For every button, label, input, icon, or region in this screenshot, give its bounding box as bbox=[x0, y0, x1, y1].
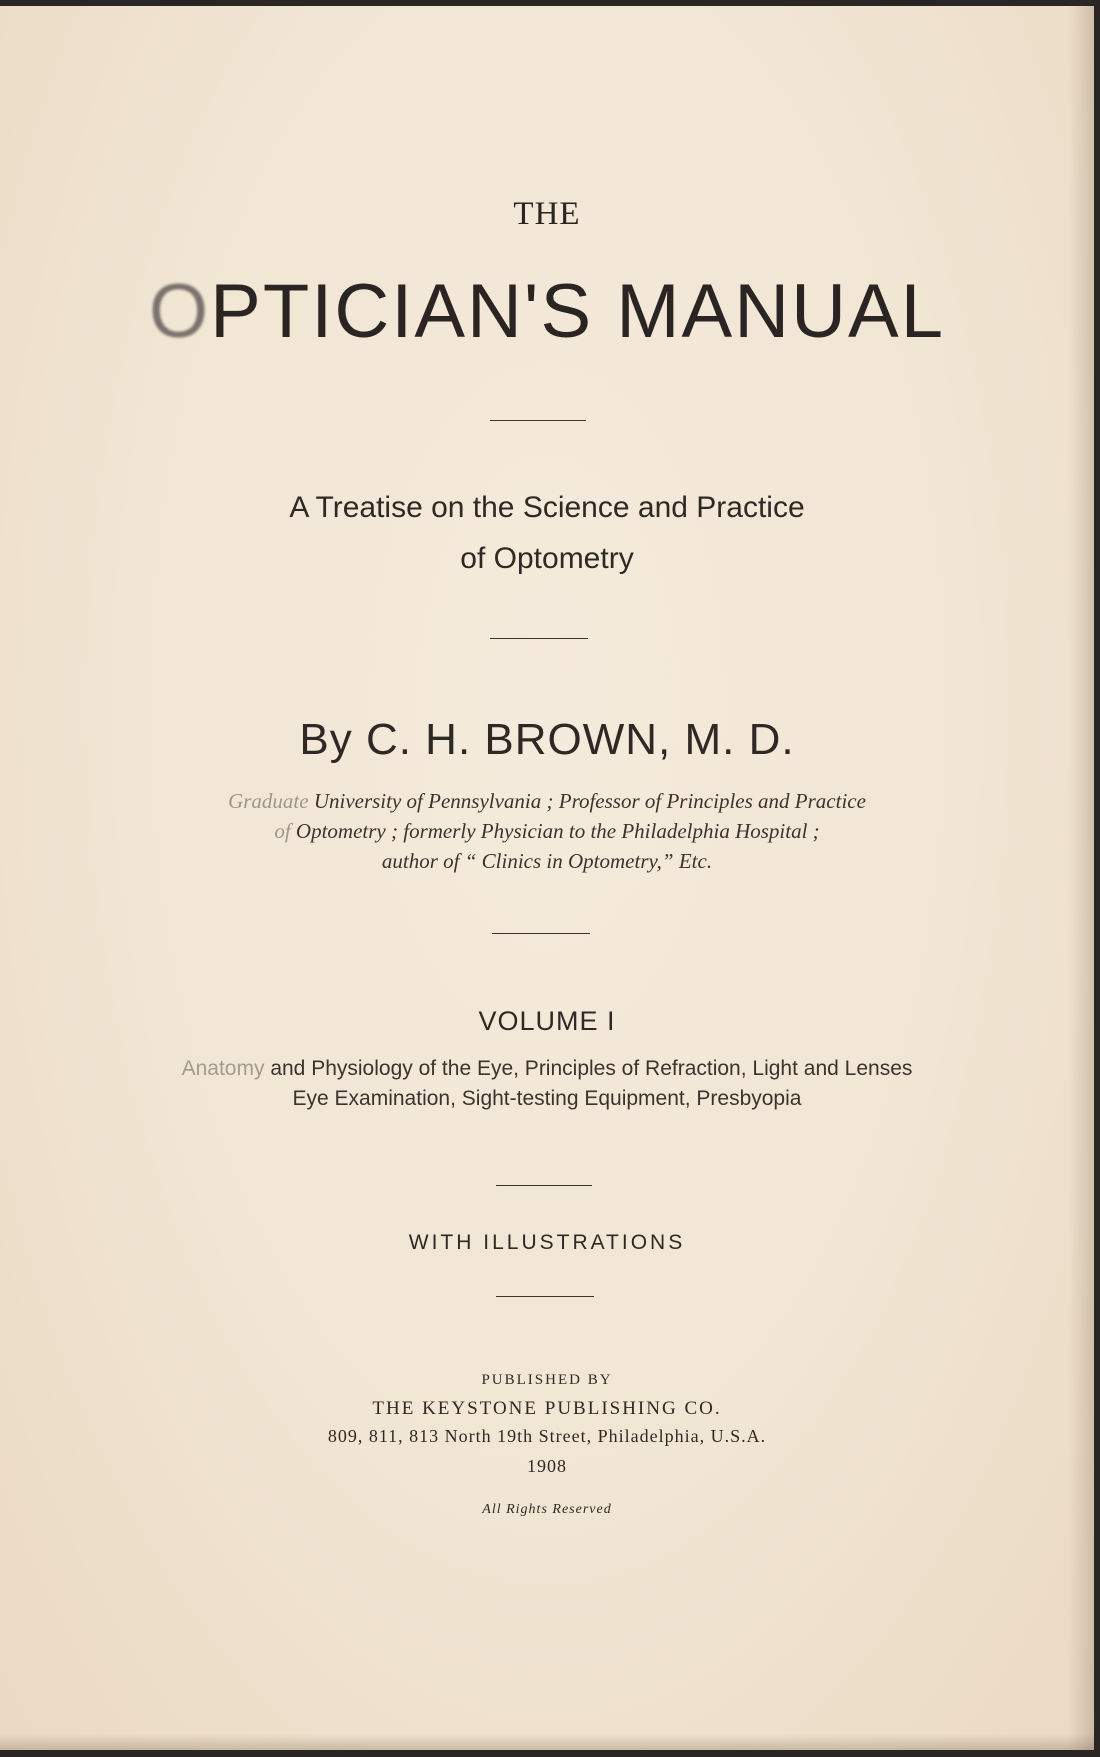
credentials-line-2-faded: of bbox=[274, 819, 291, 843]
rights-notice: All Rights Reserved bbox=[482, 1502, 612, 1517]
divider-rule-1 bbox=[490, 420, 586, 421]
illustrations-note: WITH ILLUSTRATIONS bbox=[408, 1231, 686, 1254]
contents-line-1 bbox=[0, 1054, 1094, 1084]
author-credentials bbox=[0, 786, 1094, 876]
volume-label: VOLUME I bbox=[478, 1006, 616, 1036]
credentials-line-1-faded: Graduate bbox=[228, 789, 309, 813]
divider-rule-3 bbox=[492, 933, 590, 934]
author-line: By C. H. BROWN, M. D. bbox=[299, 715, 795, 764]
publisher-name: THE KEYSTONE PUBLISHING CO. bbox=[372, 1398, 722, 1419]
title-page bbox=[0, 6, 1094, 1750]
credentials-line-3: author of “ Clinics in Optometry,” Etc. bbox=[381, 849, 713, 873]
credentials-line-2 bbox=[0, 816, 1094, 846]
volume-contents bbox=[0, 1054, 1094, 1114]
credentials-line-1 bbox=[0, 786, 1094, 816]
contents-line-1-faded: Anatomy bbox=[181, 1057, 265, 1080]
divider-rule-5 bbox=[496, 1296, 594, 1297]
publication-year: 1908 bbox=[527, 1456, 567, 1476]
contents-line-1-text: and Physiology of the Eye, Principles of Refraction, Light and Lenses bbox=[264, 1057, 913, 1080]
divider-rule-4 bbox=[496, 1185, 592, 1186]
divider-rule-2 bbox=[490, 638, 588, 639]
published-by: PUBLISHED BY bbox=[481, 1372, 613, 1388]
book-title bbox=[0, 268, 1094, 355]
title-article: THE bbox=[513, 196, 581, 232]
subtitle-line-2: of Optometry bbox=[460, 542, 634, 575]
publisher-address: 809, 811, 813 North 19th Street, Philadelphia, U.S.A. bbox=[327, 1426, 767, 1446]
subtitle bbox=[0, 482, 1094, 584]
book-title-rest: PTICIAN'S MANUAL bbox=[210, 269, 945, 354]
credentials-line-1-text: University of Pennsylvania ; Professor of Principles and Practice bbox=[308, 789, 866, 813]
credentials-line-2-text: Optometry ; formerly Physician to the Philadelphia Hospital ; bbox=[290, 819, 820, 843]
subtitle-line-1: A Treatise on the Science and Practice bbox=[289, 491, 805, 524]
contents-line-2: Eye Examination, Sight-testing Equipment, Presbyopia bbox=[292, 1087, 802, 1110]
book-title-first-letter: O bbox=[149, 269, 211, 354]
